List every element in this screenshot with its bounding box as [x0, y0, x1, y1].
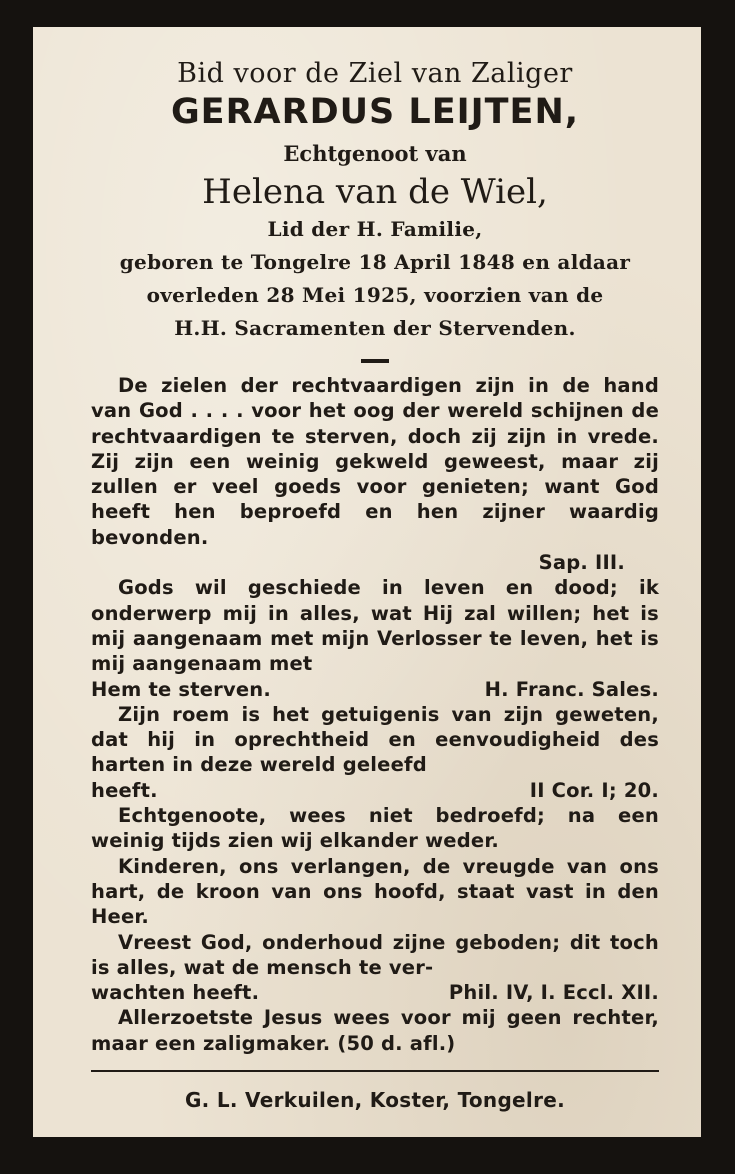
verse-paragraph-1: De zielen der rechtvaardigen zijn in de hand van God . . . . voor het oog der wereld schijnen de rechtvaardigen te sterven, doch zij zijn in vrede. Zij zijn een weinig gekweld geweest, maar zij zullen er veel goeds voor genieten; want God heeft hen beproefd en hen zijner waardig bevonden. — [91, 374, 659, 549]
verse-source-6: Phil. IV, I. Eccl. XII. — [448, 981, 659, 1005]
verse-2-ending: Hem te sterven. — [91, 677, 271, 701]
footer-divider — [91, 1070, 659, 1072]
deceased-name: GERARDUS LEIJTEN, — [170, 92, 580, 132]
verse-paragraph-3: Zijn roem is het getuigenis van zijn geweten, dat hij in oprechtheid en eenvoudigheid des harten in deze wereld geleefd — [91, 702, 659, 777]
verse-source-3: II Cor. I; 20. — [529, 778, 659, 802]
printer-credit: G. L. Verkuilen, Koster, Tongelre. — [184, 1088, 566, 1113]
verse-source-1: Sap. III. — [538, 551, 625, 575]
verse-3-ending: heeft. — [91, 778, 158, 802]
sacraments-line: H.H. Sacramenten der Stervenden. — [174, 316, 576, 340]
spouse-label: Echtgenoot van — [283, 141, 467, 166]
verse-2-last-line — [91, 677, 659, 702]
spouse-name: Helena van de Wiel, — [202, 172, 548, 212]
birth-line: geboren te Tongelre 18 April 1848 en aldaar — [119, 250, 631, 274]
membership-line: Lid der H. Familie, — [267, 217, 483, 241]
verse-paragraph-5: Kinderen, ons verlangen, de vreugde van ons hart, de kroon van ons hoofd, staat vast in den Heer. — [91, 854, 659, 929]
header-divider — [361, 359, 389, 363]
death-line: overleden 28 Mei 1925, voorzien van de — [146, 283, 604, 307]
verse-paragraph-2: Gods wil geschiede in leven en dood; ik onderwerp mij in alles, wat Hij zal willen; het is mij aangenaam met mijn Verlosser te leven, het is mij aangenaam met — [91, 576, 659, 676]
verse-paragraph-7: Allerzoetste Jesus wees voor mij geen rechter, maar een zaligmaker. (50 d. afl.) — [91, 1006, 659, 1055]
verse-paragraph-6: Vreest God, onderhoud zijne geboden; dit toch is alles, wat de mensch te ver- — [91, 930, 659, 979]
verse-3-last-line — [91, 778, 659, 803]
memorial-card — [33, 27, 701, 1137]
verses-block — [91, 373, 659, 1056]
verse-6-last-line — [91, 980, 659, 1005]
prayer-intro: Bid voor de Ziel van Zaliger — [177, 58, 573, 89]
card-header — [91, 57, 659, 363]
verse-6-ending: wachten heeft. — [91, 981, 260, 1005]
verse-source-2: H. Franc. Sales. — [484, 677, 659, 701]
verse-paragraph-4: Echtgenoote, wees niet bedroefd; na een weinig tijds zien wij elkander weder. — [91, 804, 659, 853]
